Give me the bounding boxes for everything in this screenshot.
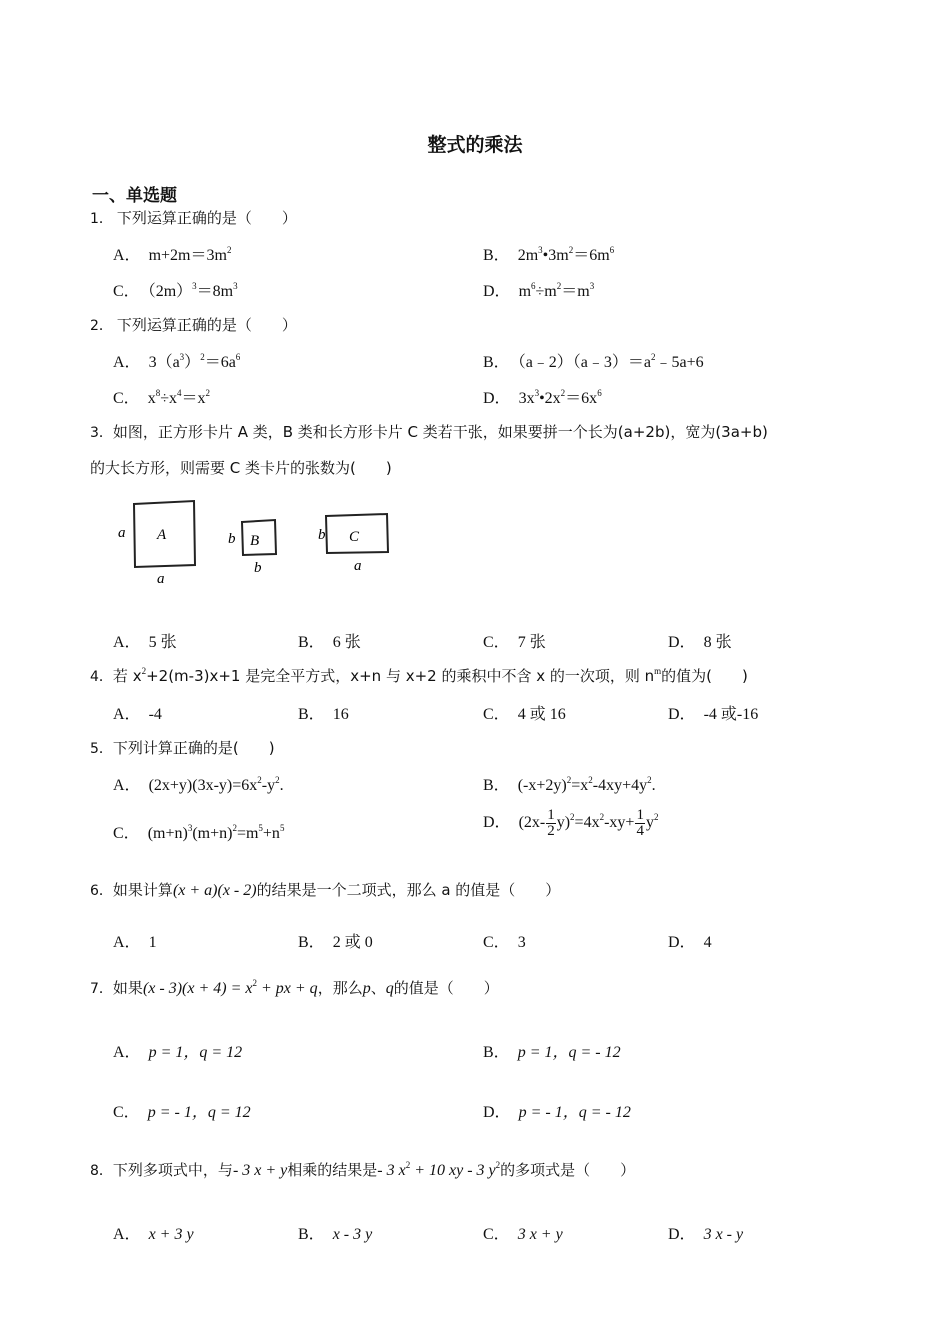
option-sup: 5 bbox=[258, 823, 263, 833]
q4-option-a[interactable] bbox=[113, 701, 162, 724]
option-label: B． bbox=[298, 1226, 325, 1243]
option-text: ＝6x bbox=[565, 390, 598, 407]
option-text: •2x bbox=[539, 390, 561, 407]
option-text: =m bbox=[236, 825, 259, 842]
option-text: 2m bbox=[517, 247, 539, 264]
card-a-side-label: a bbox=[118, 525, 126, 541]
card-c bbox=[318, 514, 388, 574]
card-b-side-label: b bbox=[228, 531, 236, 547]
card-b-bottom-label: b bbox=[254, 560, 262, 576]
q6-option-c[interactable] bbox=[483, 929, 526, 952]
option-sup: 3 bbox=[192, 281, 197, 291]
option-label: D． bbox=[483, 814, 511, 832]
option-label: A． bbox=[113, 777, 141, 794]
q3-option-b[interactable] bbox=[298, 629, 361, 652]
option-label: C． bbox=[113, 1104, 140, 1121]
option-text: y bbox=[645, 814, 654, 832]
option-sup: 3 bbox=[233, 281, 238, 291]
option-label: B． bbox=[298, 634, 325, 651]
option-text: 16 bbox=[332, 706, 349, 723]
option-text: (2x- bbox=[518, 814, 546, 832]
option-text: （2m） bbox=[147, 283, 193, 300]
option-sup: 2 bbox=[599, 812, 605, 823]
question-number: 1． bbox=[90, 211, 113, 227]
option-label: B． bbox=[483, 247, 510, 264]
q7-option-d[interactable] bbox=[483, 1099, 631, 1122]
option-text: ＝m bbox=[561, 283, 590, 300]
question-7 bbox=[90, 977, 499, 998]
question-stem: 的值为( ) bbox=[661, 667, 748, 685]
q2-option-c[interactable] bbox=[113, 385, 210, 408]
option-label: A． bbox=[113, 247, 141, 264]
q3-option-c[interactable] bbox=[483, 629, 546, 652]
question-8 bbox=[90, 1159, 635, 1180]
q5-option-b[interactable] bbox=[483, 772, 656, 795]
option-label: D． bbox=[668, 1226, 696, 1243]
option-sup: 2 bbox=[200, 352, 205, 362]
card-a bbox=[118, 501, 195, 585]
question-stem: 的结果是一个二项式，那么 a 的值是（ ） bbox=[256, 881, 561, 899]
option-text: -y bbox=[261, 777, 276, 794]
option-text: p = - 1，q = 12 bbox=[147, 1104, 251, 1121]
option-sup: 2 bbox=[651, 352, 656, 362]
option-label: D． bbox=[668, 934, 696, 951]
math-expression: (x + a)(x - 2) bbox=[172, 882, 257, 899]
question-stem: 相乘的结果是 bbox=[287, 1161, 378, 1179]
option-text: m bbox=[518, 283, 532, 300]
option-text: -4xy+4y bbox=[592, 777, 648, 794]
option-text: ÷x bbox=[160, 390, 177, 407]
option-sup: 2 bbox=[653, 812, 659, 823]
q2-option-d[interactable] bbox=[483, 385, 602, 408]
option-label: B． bbox=[483, 777, 510, 794]
question-stem-line1: 如图，正方形卡片 A 类，B 类和长方形卡片 C 类若干张，如果要拼一个长为(a+2b)，宽为(3a+b) bbox=[112, 423, 768, 441]
q6-option-a[interactable] bbox=[113, 929, 157, 952]
option-sup: 3 bbox=[589, 281, 595, 291]
fraction-denominator: 4 bbox=[636, 823, 644, 839]
option-label: A． bbox=[113, 1044, 141, 1061]
math-expression: + 10 xy - 3 y bbox=[410, 1162, 496, 1179]
option-text: ＝8m bbox=[196, 283, 234, 300]
option-sup: 2 bbox=[566, 775, 572, 785]
q2-option-b[interactable] bbox=[483, 349, 704, 372]
option-sup: 2 bbox=[568, 245, 574, 255]
q5-option-c[interactable] bbox=[113, 820, 284, 843]
question-number: 8． bbox=[90, 1163, 113, 1179]
option-sup: 5 bbox=[279, 823, 285, 833]
option-text: ﹣5a+6 bbox=[655, 354, 704, 371]
question-stem: 下列运算正确的是（ ） bbox=[116, 209, 297, 227]
option-text: y) bbox=[556, 814, 571, 832]
question-stem: 如果计算 bbox=[112, 881, 173, 899]
option-sup: 2 bbox=[570, 812, 575, 823]
question-stem: ，那么 bbox=[317, 979, 363, 997]
option-sup: 8 bbox=[155, 388, 161, 398]
option-sup: 3 bbox=[538, 245, 543, 255]
card-c-side-label: b bbox=[318, 527, 326, 543]
math-expression: - 3 x bbox=[377, 1162, 406, 1179]
option-label: B． bbox=[483, 354, 510, 371]
option-text: 7 张 bbox=[517, 634, 546, 651]
option-text: 4 bbox=[703, 934, 712, 951]
question-2 bbox=[90, 314, 297, 335]
option-text: -4 bbox=[148, 706, 162, 723]
option-text: 2 或 0 bbox=[332, 934, 373, 951]
option-text: x + 3 y bbox=[148, 1226, 194, 1243]
option-label: C． bbox=[483, 1226, 510, 1243]
math-variable: p bbox=[362, 980, 371, 997]
option-text: (m+n) bbox=[192, 825, 233, 842]
card-a-label: A bbox=[157, 527, 167, 543]
q3-option-d[interactable] bbox=[668, 629, 732, 652]
question-3-line2 bbox=[90, 457, 392, 478]
option-text: 3x bbox=[518, 390, 535, 407]
math-expression: (x - 3)(x + 4) = x bbox=[142, 980, 253, 997]
question-3 bbox=[90, 421, 768, 442]
option-label: D． bbox=[668, 634, 696, 651]
option-text: =x bbox=[571, 777, 589, 794]
option-text: 3 x + y bbox=[517, 1226, 563, 1243]
option-text: p = 1，q = 12 bbox=[148, 1044, 243, 1061]
option-text: x - 3 y bbox=[332, 1226, 373, 1243]
option-label: C． bbox=[483, 934, 510, 951]
stem-sup: 2 bbox=[141, 666, 147, 676]
card-figure bbox=[112, 495, 402, 585]
option-text: 4 或 16 bbox=[517, 706, 566, 723]
option-sup: 3 bbox=[179, 352, 185, 362]
q1-option-b[interactable] bbox=[483, 242, 614, 265]
q8-option-d[interactable] bbox=[668, 1221, 743, 1244]
option-sup: 3 bbox=[187, 823, 193, 833]
option-sup: 6 bbox=[531, 281, 536, 291]
question-stem: 、 bbox=[370, 979, 386, 997]
q6-option-b[interactable] bbox=[298, 929, 373, 952]
q5-option-d[interactable] bbox=[483, 808, 658, 839]
option-text: +n bbox=[262, 825, 280, 842]
option-text: ＝6m bbox=[573, 247, 610, 264]
option-text: ＝6a bbox=[204, 354, 236, 371]
option-label: C． bbox=[113, 825, 140, 842]
card-b-label: B bbox=[250, 533, 260, 549]
option-text: •3m bbox=[542, 247, 569, 264]
option-text: p = 1，q = - 12 bbox=[517, 1044, 621, 1061]
option-label: D． bbox=[668, 706, 696, 723]
card-c-bottom-label: a bbox=[354, 558, 362, 574]
option-text: 3 x - y bbox=[703, 1226, 744, 1243]
option-label: C． bbox=[483, 634, 510, 651]
q3-option-a[interactable] bbox=[113, 629, 177, 652]
option-label: D． bbox=[483, 283, 511, 300]
stem-sup: 2 bbox=[405, 1160, 411, 1170]
option-text: 6 张 bbox=[332, 634, 361, 651]
option-sup: 6 bbox=[235, 352, 241, 362]
fraction-denominator: 2 bbox=[547, 823, 555, 839]
q6-option-d[interactable] bbox=[668, 929, 712, 952]
option-text: (2x+y)(3x-y)=6x bbox=[148, 777, 258, 794]
option-label: B． bbox=[298, 934, 325, 951]
question-5 bbox=[90, 737, 275, 758]
option-text: 8 张 bbox=[703, 634, 732, 651]
math-expression: + px + q bbox=[256, 980, 318, 997]
option-text: m+2m＝3m bbox=[148, 247, 227, 264]
option-sup: 4 bbox=[176, 388, 182, 398]
q7-option-b[interactable] bbox=[483, 1039, 621, 1062]
q4-option-b[interactable] bbox=[298, 701, 349, 724]
option-sup: 2 bbox=[588, 775, 593, 785]
option-text: . bbox=[279, 777, 284, 794]
option-sup: 2 bbox=[205, 388, 210, 398]
option-text: ） bbox=[184, 354, 201, 371]
q1-option-a[interactable] bbox=[113, 242, 231, 265]
card-a-bottom-label: a bbox=[157, 571, 165, 585]
option-text: x bbox=[147, 390, 156, 407]
stem-sup: 2 bbox=[252, 978, 257, 988]
question-stem: 若 x bbox=[112, 667, 142, 685]
option-text: 1 bbox=[148, 934, 157, 951]
q1-option-c[interactable] bbox=[113, 278, 238, 301]
question-stem: 下列运算正确的是（ ） bbox=[116, 316, 297, 334]
option-text: (-x+2y) bbox=[517, 777, 567, 794]
option-text: p = - 1，q = - 12 bbox=[518, 1104, 631, 1121]
question-4 bbox=[90, 665, 748, 686]
option-label: D． bbox=[483, 1104, 511, 1121]
q8-option-a[interactable] bbox=[113, 1221, 194, 1244]
math-variable: q bbox=[385, 980, 394, 997]
card-c-label: C bbox=[349, 529, 360, 545]
q2-option-a[interactable] bbox=[113, 349, 240, 372]
option-sup: 3 bbox=[534, 388, 540, 398]
option-text: 3（a bbox=[148, 354, 180, 371]
fraction-numerator: 1 bbox=[636, 807, 644, 823]
option-label: C． bbox=[483, 706, 510, 723]
question-number: 6． bbox=[90, 883, 113, 899]
section-heading: 一、单选题 bbox=[92, 186, 177, 206]
option-label: A． bbox=[113, 354, 141, 371]
question-number: 7． bbox=[90, 981, 113, 997]
question-number: 2． bbox=[90, 318, 113, 334]
q4-option-c[interactable] bbox=[483, 701, 566, 724]
option-label: D． bbox=[483, 390, 511, 407]
fraction-numerator: 1 bbox=[547, 807, 555, 823]
question-stem: +2(m-3)x+1 是完全平方式，x+n 与 x+2 的乘积中不含 x 的一次项，则 n bbox=[146, 667, 655, 685]
option-text: =4x bbox=[574, 814, 600, 832]
question-6 bbox=[90, 879, 560, 900]
option-text: -xy+ bbox=[604, 814, 635, 832]
option-sup: 6 bbox=[597, 388, 602, 398]
option-text: ÷m bbox=[535, 283, 557, 300]
q7-option-a[interactable] bbox=[113, 1039, 242, 1062]
option-sup: 6 bbox=[609, 245, 615, 255]
option-text: (m+n) bbox=[147, 825, 188, 842]
q7-option-c[interactable] bbox=[113, 1099, 251, 1122]
q4-option-d[interactable] bbox=[668, 701, 758, 724]
option-sup: 2 bbox=[232, 823, 237, 833]
option-sup: 2 bbox=[257, 775, 262, 785]
option-label: B． bbox=[298, 706, 325, 723]
card-b bbox=[228, 520, 276, 576]
option-text: 3 bbox=[517, 934, 526, 951]
q5-option-a[interactable] bbox=[113, 772, 284, 795]
q8-option-b[interactable] bbox=[298, 1221, 372, 1244]
option-text: 5 张 bbox=[148, 634, 177, 651]
fraction-one-half bbox=[546, 808, 556, 839]
option-label: C． bbox=[113, 283, 140, 300]
question-number: 5． bbox=[90, 741, 113, 757]
stem-sup: 2 bbox=[495, 1160, 501, 1170]
option-sup: 2 bbox=[556, 281, 562, 291]
question-stem: 的多项式是（ ） bbox=[500, 1161, 636, 1179]
option-text: -4 或-16 bbox=[703, 706, 759, 723]
question-stem-line2: 的大长方形，则需要 C 类卡片的张数为( ) bbox=[90, 459, 392, 477]
option-sup: 2 bbox=[560, 388, 566, 398]
question-number: 4． bbox=[90, 669, 113, 685]
option-label: A． bbox=[113, 634, 141, 651]
option-label: C． bbox=[113, 390, 140, 407]
question-stem: 下列计算正确的是( ) bbox=[112, 739, 275, 757]
stem-sup: m bbox=[654, 666, 662, 676]
question-stem: 下列多项式中，与 bbox=[112, 1161, 233, 1179]
option-sup: 2 bbox=[226, 245, 232, 255]
page-title: 整式的乘法 bbox=[427, 134, 523, 156]
option-text: . bbox=[651, 777, 656, 794]
option-text: ＝x bbox=[181, 390, 206, 407]
math-expression: - 3 x + y bbox=[232, 1162, 288, 1179]
option-sup: 2 bbox=[647, 775, 652, 785]
option-label: B． bbox=[483, 1044, 510, 1061]
q1-option-d[interactable] bbox=[483, 278, 594, 301]
q8-option-c[interactable] bbox=[483, 1221, 563, 1244]
option-label: A． bbox=[113, 706, 141, 723]
fraction-one-quarter bbox=[635, 808, 645, 839]
option-text: （a﹣2）（a﹣3）＝a bbox=[517, 354, 651, 371]
option-sup: 2 bbox=[275, 775, 280, 785]
option-label: A． bbox=[113, 1226, 141, 1243]
question-stem: 的值是（ ） bbox=[393, 979, 499, 997]
question-number: 3． bbox=[90, 425, 113, 441]
question-1 bbox=[90, 207, 297, 228]
option-label: A． bbox=[113, 934, 141, 951]
question-stem: 如果 bbox=[112, 979, 143, 997]
